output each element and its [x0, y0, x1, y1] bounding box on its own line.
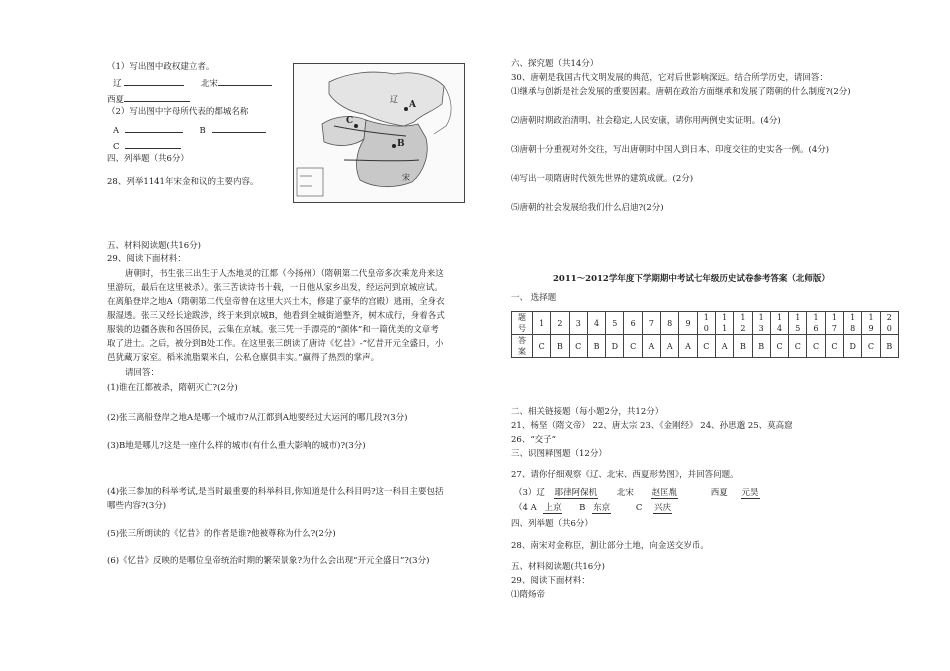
capital-c-label: C — [113, 142, 120, 152]
answer-cell: B — [587, 335, 605, 358]
capital-ab-row — [113, 123, 266, 137]
song-territory — [357, 120, 428, 187]
map-label-a: A — [409, 100, 416, 110]
num-cell: 4 — [587, 312, 605, 335]
answer-cell: B — [551, 335, 569, 358]
answer-cell: A — [715, 335, 733, 358]
num-cell — [880, 312, 898, 335]
answer-28: 28、南宋对金称臣，割让部分土地，向金送交岁币。 — [511, 541, 709, 551]
answer-cell: C — [569, 335, 587, 358]
passage-line-7: 邑犹藏万家室。稻米流脂粟米白，公私仓廪俱丰实。”赢得了热烈的掌声。 — [107, 353, 380, 363]
num-cell — [697, 312, 715, 335]
question-29: 29、阅读下面材料： — [107, 254, 186, 264]
capital-a-marker — [404, 107, 408, 111]
num-cell — [789, 312, 807, 335]
answer-capital-a-label: （4 A — [514, 503, 537, 513]
capital-c-row — [113, 139, 181, 153]
num-cell-text: 16 — [813, 313, 819, 333]
map-drawing — [294, 64, 464, 202]
table-row-numbers — [512, 312, 899, 335]
xixia-row — [107, 92, 190, 106]
sub-question-1: (1)谁在江都被杀，隋朝灭亡?(2分) — [107, 383, 238, 393]
answer-beisong-label: 北宋 — [616, 488, 634, 498]
answer-cell: A — [642, 335, 660, 358]
num-cell — [752, 312, 770, 335]
passage-line-4: 服湿透。张三又经长途跋涉，终于来到京城B，他看到全城街道整齐，树木成行，身着各式 — [107, 311, 445, 321]
num-cell-text: 19 — [868, 313, 874, 333]
answer-capital-b-label: B — [579, 503, 586, 513]
beisong-label: 北宋 — [200, 79, 218, 89]
answer-capital-c-label: C — [635, 503, 643, 513]
num-cell-text: 12 — [740, 313, 746, 333]
num-cell — [715, 312, 733, 335]
question-30-3: ⑶唐朝十分重视对外交往，写出唐朝时中国人到日本、印度交往的史实各一例。(4分) — [511, 145, 830, 155]
table-row-answers — [512, 335, 899, 358]
answers-21-25: 21、杨坚（隋文帝） 22、唐太宗 23、《金刚经》 24、孙思邈 25、莫高窟 — [511, 421, 793, 431]
passage-line-2: 里游玩，最后在这里被杀）。张三苦读诗书十载，一日他从家乡出发，经运河到京城应试。 — [107, 283, 443, 293]
question-capitals: （2）写出图中字母所代表的都城名称 — [107, 107, 249, 117]
answer-27: 27、请你仔细观察《辽、北宋、西夏形势图》，并回答问题。 — [511, 470, 739, 480]
num-cell: 7 — [642, 312, 660, 335]
question-30-2: ⑵唐朝时期政治清明、社会稳定,人民安康，请你用两例史实证明。(4分) — [511, 116, 781, 126]
answer-section-1: 一、 选择题 — [511, 293, 557, 303]
map-legend-box — [297, 168, 323, 196]
row-head-answer — [512, 335, 533, 358]
num-cell: 2 — [551, 312, 569, 335]
answer-cell: B — [734, 335, 752, 358]
choice-answer-table — [511, 311, 899, 358]
num-cell — [807, 312, 825, 335]
answer-xixia-founder: 元昊 — [741, 488, 759, 498]
row-head-answer-text: 答案 — [518, 336, 526, 356]
num-cell-text: 14 — [776, 313, 783, 333]
num-cell: 5 — [606, 312, 624, 335]
capital-c-marker — [354, 124, 358, 128]
answer-cell: C — [770, 335, 788, 358]
num-cell: 8 — [661, 312, 679, 335]
answer-cell: C — [862, 335, 880, 358]
answer-beisong-founder: 赵匡胤 — [651, 488, 678, 498]
answer-cell: B — [880, 335, 898, 358]
answer-section-4: 四、列举题（共6分） — [511, 519, 593, 529]
answer-27-capitals — [514, 503, 672, 514]
num-cell — [734, 312, 752, 335]
num-cell-text: 20 — [886, 313, 892, 333]
num-cell — [770, 312, 788, 335]
answer-29-1: ⑴隋炀帝 — [511, 590, 546, 600]
answer-liao-founder: 耶律阿保机 — [554, 488, 598, 498]
section-4-heading: 四、列举题（共6分） — [107, 154, 189, 164]
num-cell — [844, 312, 862, 335]
capital-a-label: A — [113, 126, 120, 136]
answer-section-2: 二、相关链接题（每小题2分，共12分） — [511, 407, 664, 417]
answer-cell: C — [697, 335, 715, 358]
question-30-5: ⑸唐朝的社会发展给我们什么启迪?(2分) — [511, 203, 664, 213]
num-cell — [862, 312, 880, 335]
num-cell: 3 — [569, 312, 587, 335]
capital-b-label: B — [199, 126, 206, 136]
answer-cell: C — [624, 335, 642, 358]
liao-row — [113, 76, 272, 90]
num-cell: 1 — [533, 312, 551, 335]
question-28: 28、列举1141年宋金和议的主要内容。 — [107, 177, 259, 187]
capital-a-blank[interactable] — [125, 123, 183, 133]
answer-27-prefix: （3）辽 — [514, 488, 545, 498]
answer-cell: D — [606, 335, 624, 358]
answer-cell: C — [533, 335, 551, 358]
num-cell-text: 13 — [758, 313, 764, 333]
section-6-heading: 六、探究题（共14分） — [511, 59, 599, 69]
map-label-song: 宋 — [402, 173, 410, 182]
num-cell: 6 — [624, 312, 642, 335]
num-cell-text: 15 — [795, 313, 801, 333]
answer-cell: C — [807, 335, 825, 358]
answer-key-title: 2011～2012学年度下学期期中考试七年级历史试卷参考答案（北师版） — [553, 274, 830, 284]
liao-label: 辽 — [113, 79, 122, 89]
answer-cell: B — [752, 335, 770, 358]
num-cell: 9 — [679, 312, 697, 335]
answer-capital-a: 上京 — [544, 503, 562, 513]
sub-question-4b: 哪些内容?(3分) — [107, 501, 167, 511]
answer-cell: C — [789, 335, 807, 358]
question-found-states: （1）写出图中政权建立者。 — [107, 62, 215, 72]
map-label-c: C — [346, 116, 354, 126]
num-cell — [825, 312, 843, 335]
capital-b-marker — [392, 144, 396, 148]
sub-question-6: (6)《忆昔》反映的是哪位皇帝统治时期的繁荣景象?为什么会出现“开元全盛日”?(3分) — [107, 556, 430, 566]
passage-line-6: 取了进士。之后，被分到B处工作。在这里张三朗读了唐诗《忆昔》-“忆昔开元全盛日，小 — [107, 339, 444, 349]
xixia-blank[interactable] — [124, 92, 190, 102]
sub-question-4a: (4)张三参加的科举考试,是当时最重要的科举科目,你知道是什么科目吗?这一科目主要包括 — [107, 487, 444, 497]
sub-question-3: (3)B地是哪儿?这是一座什么样的城市(有什么重大影响的城市)?(3分) — [107, 441, 366, 451]
passage-line-1: 唐朝时，书生张三出生于人杰地灵的江都（今扬州）（隋朝第二代皇帝多次乘龙舟来这 — [125, 269, 444, 279]
num-cell-text: 17 — [831, 313, 837, 333]
xixia-territory — [322, 117, 366, 146]
answer-cell: A — [679, 335, 697, 358]
sub-question-2: (2)张三离船登岸之地A是哪一个城市?从江都到A地要经过大运河的哪几段?(3分) — [107, 413, 408, 423]
beisong-blank[interactable] — [218, 76, 272, 86]
num-cell-text: 18 — [850, 313, 856, 333]
section-5-heading: 五、材料阅读题(共16分) — [107, 241, 201, 251]
answer-29: 29、阅读下面材料： — [511, 576, 590, 586]
answer-cell: C — [825, 335, 843, 358]
answer-cell: D — [844, 335, 862, 358]
question-30: 30、唐朝是我国古代文明发展的典范，它对后世影响深远。结合所学历史，请回答： — [511, 73, 828, 83]
answer-capital-b: 东京 — [593, 503, 611, 513]
row-head-number-text: 题号 — [518, 313, 526, 333]
capital-b-blank[interactable] — [212, 123, 266, 133]
question-30-1: ⑴继承与创新是社会发展的重要因素。唐朝在政治方面继承和发展了隋朝的什么制度?(2分) — [511, 87, 851, 97]
xixia-label: 西夏 — [107, 95, 125, 105]
answer-capital-c: 兴庆 — [654, 503, 672, 513]
question-30-4: ⑷写出一项隋唐时代领先世界的建筑成就。(2分) — [511, 174, 694, 184]
num-cell-text: 10 — [703, 313, 709, 333]
capital-c-blank[interactable] — [125, 139, 181, 149]
liao-song-xixia-map — [293, 63, 465, 203]
answer-cell: A — [661, 335, 679, 358]
answer-section-3: 三、识图释图题（12分） — [511, 449, 607, 459]
answer-prompt: 请回答： — [125, 368, 160, 378]
row-head-number — [512, 312, 533, 335]
answer-section-5: 五、材料阅读题(共16分) — [511, 562, 605, 572]
map-label-b: B — [397, 139, 405, 149]
answer-xixia-label: 西夏 — [710, 488, 728, 498]
map-label-liao: 辽 — [390, 95, 398, 104]
num-cell-text: 11 — [722, 313, 728, 333]
passage-line-5: 服装的边疆各族和各国侨民，云集在京城。张三凭一手漂亮的“颜体”和一篇优美的文章考 — [107, 325, 439, 335]
answer-27-founders — [514, 488, 760, 499]
sub-question-5: (5)张三所朗读的《忆昔》的作者是谁?他被尊称为什么?(2分) — [107, 529, 336, 539]
liao-blank[interactable] — [124, 76, 184, 86]
answer-26: 26、“交子” — [511, 435, 557, 445]
passage-line-3: 在离船登岸之地A（隋朝第二代皇帝曾在这里大兴土木，修建了豪华的宫殿）逃雨，全身衣 — [107, 297, 445, 307]
